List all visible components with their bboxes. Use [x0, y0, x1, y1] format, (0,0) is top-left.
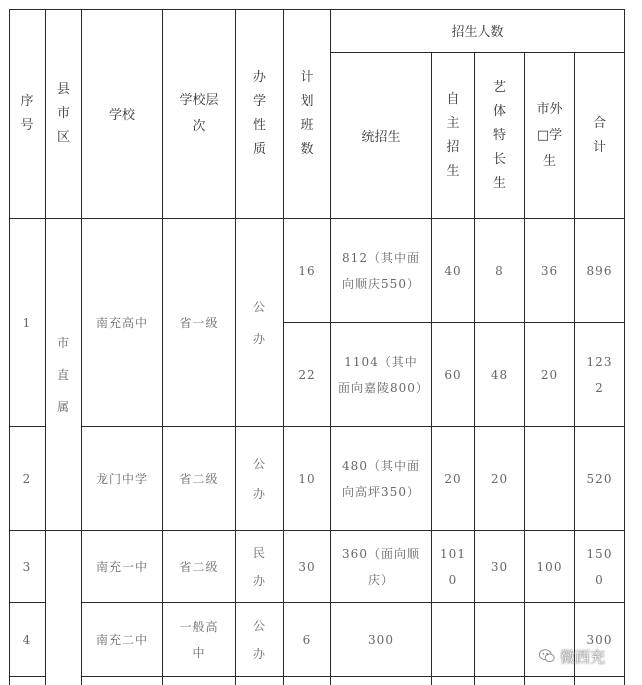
row5-school-partial: [82, 677, 163, 685]
watermark: [538, 644, 605, 668]
row5-art-partial: [475, 677, 525, 685]
county-merged: 市直属: [46, 219, 82, 531]
header-nature: 办学性质: [236, 9, 284, 219]
row1a-total: 896: [575, 219, 625, 323]
row3-level: 省二级: [163, 531, 236, 603]
row1a-classes: 16: [284, 219, 331, 323]
row5-level-partial: [163, 677, 236, 685]
row4-unified: 300: [331, 603, 432, 677]
row2-unified: 480（其中面向高坪350）: [331, 427, 432, 531]
header-school: 学校: [82, 9, 163, 219]
row1a-self: 40: [432, 219, 475, 323]
row2-self: 20: [432, 427, 475, 531]
header-level: 学校层次: [163, 9, 236, 219]
header-self: 自主招生: [432, 53, 475, 219]
row3-nature: 民办: [236, 531, 284, 603]
row1b-art: 48: [475, 323, 525, 427]
row2-level: 省二级: [163, 427, 236, 531]
row2-school: 龙门中学: [82, 427, 163, 531]
row3-outside: 100: [525, 531, 575, 603]
row1-level: 省一级: [163, 219, 236, 427]
header-unified: 统招生: [331, 53, 432, 219]
row1b-outside: 20: [525, 323, 575, 427]
row5-nature-partial: [236, 677, 284, 685]
row5-outside-partial: [525, 677, 575, 685]
wechat-icon: [538, 647, 556, 665]
row2-art: 20: [475, 427, 525, 531]
row1-seq: 1: [9, 219, 46, 427]
row5-self-partial: [432, 677, 475, 685]
row1a-art: 8: [475, 219, 525, 323]
row2-nature: 公办: [236, 427, 284, 531]
row5-unified-partial: [331, 677, 432, 685]
header-seq: 序号: [9, 9, 46, 219]
row1a-outside: 36: [525, 219, 575, 323]
header-county: 县市区: [46, 9, 82, 219]
row4-total: 300: [575, 603, 625, 677]
row3-art: 30: [475, 531, 525, 603]
header-total: 合计: [575, 53, 625, 219]
row4-self: [432, 603, 475, 677]
row4-nature: 公办: [236, 603, 284, 677]
row4-school: 南充二中: [82, 603, 163, 677]
row1b-classes: 22: [284, 323, 331, 427]
row2-seq: 2: [9, 427, 46, 531]
enrollment-table: [9, 9, 625, 685]
row4-level: 一般高中: [163, 603, 236, 677]
row5-classes-partial: [284, 677, 331, 685]
row1a-unified: 812（其中面向顺庆550）: [331, 219, 432, 323]
row1b-total: 1232: [575, 323, 625, 427]
header-classes: 计划班数: [284, 9, 331, 219]
header-enroll: 招生人数: [331, 9, 625, 53]
row5-total-partial: [575, 677, 625, 685]
row4-seq: 4: [9, 603, 46, 677]
row2-classes: 10: [284, 427, 331, 531]
row3-total: 1500: [575, 531, 625, 603]
row1b-unified: 1104（其中面向嘉陵800）: [331, 323, 432, 427]
header-outside: 市外□学生: [525, 53, 575, 219]
row4-classes: 6: [284, 603, 331, 677]
row1b-self: 60: [432, 323, 475, 427]
header-art: 艺体特长生: [475, 53, 525, 219]
row3-seq: 3: [9, 531, 46, 603]
row1-nature: 公办: [236, 219, 284, 427]
row3-school: 南充一中: [82, 531, 163, 603]
row1-school: 南充高中: [82, 219, 163, 427]
row3-self: 1010: [432, 531, 475, 603]
row4-art: [475, 603, 525, 677]
row3-county: [46, 531, 82, 685]
row5-seq-partial: [9, 677, 46, 685]
watermark-text: 微西充: [560, 647, 606, 666]
row3-classes: 30: [284, 531, 331, 603]
row3-unified: 360（面向顺庆）: [331, 531, 432, 603]
row2-total: 520: [575, 427, 625, 531]
row2-outside: [525, 427, 575, 531]
